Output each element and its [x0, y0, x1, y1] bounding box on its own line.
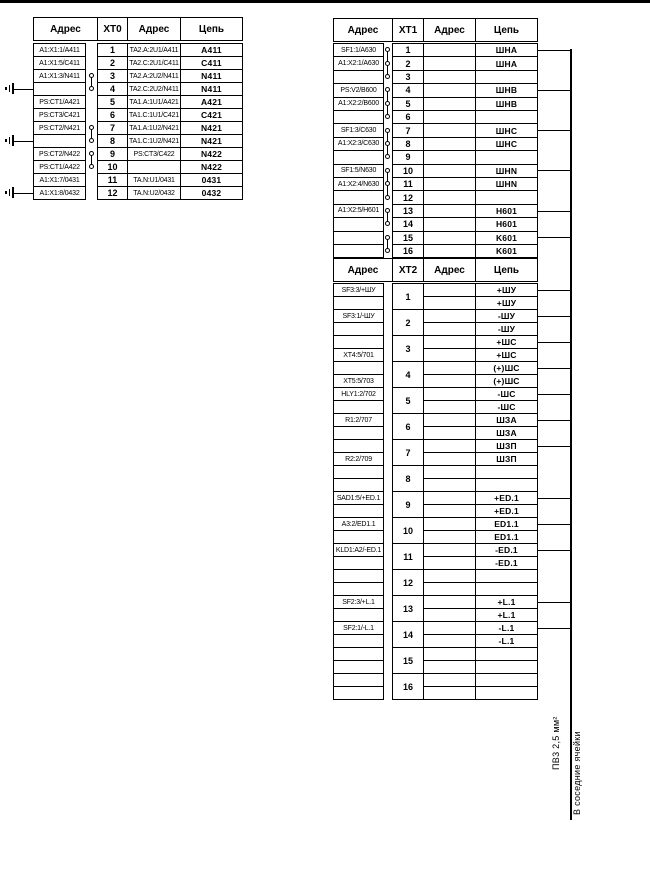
xt2-addr-right-cell	[423, 400, 476, 414]
xt2-addr-left-cell: SF2:3/+L.1	[333, 595, 384, 609]
bus-connector	[537, 170, 571, 171]
xt0-addr-left-cell: PS:CT2/N421	[33, 121, 86, 135]
xt2-addr-right-cell	[423, 556, 476, 570]
xt1-terminal-number: 12	[392, 190, 424, 204]
xt2-circuit-cell: +ШС	[475, 335, 538, 349]
xt0-circuit-cell: A411	[180, 43, 243, 57]
xt2-addr-left-cell: KLD1:A2/-ED.1	[333, 543, 384, 557]
xt1-addr-left-cell	[333, 217, 384, 231]
sheet-frame-top	[0, 0, 650, 3]
xt1-terminal-number: 9	[392, 150, 424, 164]
jumper-terminal-dot	[385, 154, 390, 159]
xt2-addr-left-cell	[333, 686, 384, 700]
xt0-addr-right-cell: TA2.C:2U1/C411	[127, 56, 181, 70]
xt0-terminal-number: 6	[97, 108, 128, 122]
xt1-addr-right-cell	[423, 177, 476, 191]
xt1-circuit-cell: K601	[475, 244, 538, 258]
wire-spec-label: ПВ3 2,5 мм²	[551, 716, 561, 770]
xt2-addr-right-cell	[423, 491, 476, 505]
xt1-addr-right-cell	[423, 204, 476, 218]
xt2-addr-right-cell	[423, 517, 476, 531]
xt2-addr-right-cell	[423, 348, 476, 362]
jumper-terminal-dot	[385, 141, 390, 146]
jumper-terminal-dot	[385, 87, 390, 92]
bus-connector	[537, 368, 571, 369]
xt2-circuit-cell	[475, 569, 538, 583]
xt2-circuit-cell: -ШУ	[475, 322, 538, 336]
xt0-circuit-cell: N422	[180, 160, 243, 174]
xt2-addr-left-cell	[333, 530, 384, 544]
xt1-addr-left-cell	[333, 231, 384, 245]
xt0-addr-left-cell: PS:CT1/A421	[33, 95, 86, 109]
xt2-terminal-number: 5	[392, 387, 424, 414]
xt2-terminal-number: 10	[392, 517, 424, 544]
xt2-circuit-cell: (+)ШС	[475, 361, 538, 375]
jumper-terminal-dot	[89, 73, 94, 78]
xt2-addr-right-cell	[423, 465, 476, 479]
xt2-circuit-cell: -ШС	[475, 387, 538, 401]
xt1-addr-left-cell: SF1:1/A630	[333, 43, 384, 57]
xt0-terminal-number: 11	[97, 173, 128, 187]
xt2-addr-right-cell	[423, 374, 476, 388]
xt0-addr-right-cell: TA.N:U2/0432	[127, 186, 181, 200]
bus-connector	[537, 394, 571, 395]
jumper-terminal-dot	[89, 86, 94, 91]
ground-wire	[13, 89, 34, 90]
jumper-terminal-dot	[385, 61, 390, 66]
bus-connector	[537, 498, 571, 499]
xt0-circuit-cell: 0431	[180, 173, 243, 187]
xt2-addr-left-cell	[333, 335, 384, 349]
xt1-terminal-number: 8	[392, 137, 424, 151]
xt2-header-1: XT2	[392, 258, 424, 282]
xt2-addr-right-cell	[423, 426, 476, 440]
xt0-addr-right-cell: TA2.A:2U1/A411	[127, 43, 181, 57]
xt1-addr-right-cell	[423, 231, 476, 245]
jumper-terminal-dot	[385, 195, 390, 200]
xt2-circuit-cell	[475, 465, 538, 479]
xt2-terminal-number: 8	[392, 465, 424, 492]
xt2-circuit-cell: ШЗА	[475, 413, 538, 427]
xt2-addr-left-cell: SF2:1/-L.1	[333, 621, 384, 635]
xt2-addr-left-cell	[333, 478, 384, 492]
xt1-addr-right-cell	[423, 97, 476, 111]
xt0-terminal-number: 8	[97, 134, 128, 148]
xt2-terminal-number: 13	[392, 595, 424, 622]
jumper-terminal-dot	[385, 74, 390, 79]
xt1-addr-right-cell	[423, 150, 476, 164]
ground-icon	[12, 187, 14, 198]
jumper-terminal-dot	[385, 128, 390, 133]
xt2-terminal-number: 4	[392, 361, 424, 388]
xt1-circuit-cell: ШНN	[475, 177, 538, 191]
xt1-addr-left-cell	[333, 150, 384, 164]
xt2-circuit-cell: +ШУ	[475, 283, 538, 297]
ground-icon	[9, 189, 11, 196]
xt0-terminal-number: 10	[97, 160, 128, 174]
xt2-addr-left-cell	[333, 647, 384, 661]
xt2-addr-right-cell	[423, 673, 476, 687]
xt2-terminal-number: 7	[392, 439, 424, 466]
xt2-circuit-cell: -L.1	[475, 634, 538, 648]
xt1-addr-left-cell: A1:X2:5/H601	[333, 204, 384, 218]
xt2-addr-left-cell: SAD1:5/+ED.1	[333, 491, 384, 505]
xt1-circuit-cell: ШНВ	[475, 97, 538, 111]
xt0-addr-left-cell: A1:X1:3/N411	[33, 69, 86, 83]
jumper-terminal-dot	[385, 47, 390, 52]
xt1-addr-right-cell	[423, 217, 476, 231]
xt1-addr-right-cell	[423, 83, 476, 97]
xt2-addr-right-cell	[423, 413, 476, 427]
xt2-circuit-cell: -ШУ	[475, 309, 538, 323]
jumper-terminal-dot	[385, 101, 390, 106]
xt1-terminal-number: 3	[392, 70, 424, 84]
xt2-addr-right-cell	[423, 504, 476, 518]
xt2-addr-right-cell	[423, 296, 476, 310]
xt2-circuit-cell: -ED.1	[475, 556, 538, 570]
xt0-addr-left-cell: A1:X1:5/C411	[33, 56, 86, 70]
xt0-terminal-number: 9	[97, 147, 128, 161]
xt2-circuit-cell: -ШС	[475, 400, 538, 414]
xt2-header-3: Цепь	[475, 258, 538, 282]
xt0-circuit-cell: C411	[180, 56, 243, 70]
xt2-terminal-number: 3	[392, 335, 424, 362]
xt0-header-3: Цепь	[180, 17, 243, 41]
bus-connector	[537, 550, 571, 551]
xt2-addr-right-cell	[423, 283, 476, 297]
xt2-terminal-number: 6	[392, 413, 424, 440]
xt1-addr-right-cell	[423, 70, 476, 84]
jumper-terminal-dot	[385, 235, 390, 240]
xt1-terminal-number: 14	[392, 217, 424, 231]
xt2-terminal-number: 9	[392, 491, 424, 518]
xt1-addr-right-cell	[423, 123, 476, 137]
jumper-terminal-dot	[385, 114, 390, 119]
bus-connector	[537, 90, 571, 91]
xt1-terminal-number: 1	[392, 43, 424, 57]
bus-connector	[537, 602, 571, 603]
xt2-terminal-number: 12	[392, 569, 424, 596]
jumper-terminal-dot	[89, 138, 94, 143]
xt1-addr-left-cell: A1:X2:3/C630	[333, 137, 384, 151]
xt2-circuit-cell: -ED.1	[475, 543, 538, 557]
xt2-addr-left-cell	[333, 296, 384, 310]
xt2-addr-right-cell	[423, 309, 476, 323]
xt1-addr-left-cell	[333, 70, 384, 84]
xt1-terminal-number: 4	[392, 83, 424, 97]
xt2-circuit-cell	[475, 647, 538, 661]
xt2-addr-left-cell	[333, 582, 384, 596]
bus-connector	[537, 316, 571, 317]
ground-icon	[12, 135, 14, 146]
xt1-circuit-cell	[475, 150, 538, 164]
xt2-circuit-cell: ШЗП	[475, 452, 538, 466]
xt0-terminal-number: 3	[97, 69, 128, 83]
xt0-addr-left-cell	[33, 82, 86, 96]
ground-icon	[12, 83, 14, 94]
xt2-circuit-cell: (+)ШС	[475, 374, 538, 388]
ground-icon	[5, 139, 7, 142]
xt2-addr-left-cell	[333, 608, 384, 622]
xt2-addr-right-cell	[423, 361, 476, 375]
xt0-header-2: Адрес	[127, 17, 181, 41]
xt2-addr-left-cell	[333, 556, 384, 570]
xt2-addr-right-cell	[423, 452, 476, 466]
jumper-terminal-dot	[89, 125, 94, 130]
xt0-addr-right-cell: TA1.C:1U2/N421	[127, 134, 181, 148]
xt0-circuit-cell: N411	[180, 82, 243, 96]
xt1-addr-left-cell: PS:V2/B600	[333, 83, 384, 97]
xt2-addr-left-cell	[333, 660, 384, 674]
xt2-addr-left-cell: XT5:5/703	[333, 374, 384, 388]
xt0-terminal-number: 2	[97, 56, 128, 70]
xt2-addr-left-cell: SF3:1/-ШУ	[333, 309, 384, 323]
xt0-circuit-cell: C421	[180, 108, 243, 122]
xt1-header-1: XT1	[392, 18, 424, 42]
xt2-addr-right-cell	[423, 530, 476, 544]
xt2-addr-left-cell: XT4:5/701	[333, 348, 384, 362]
xt1-addr-right-cell	[423, 110, 476, 124]
xt1-circuit-cell: H601	[475, 217, 538, 231]
xt2-addr-left-cell: R2:2/709	[333, 452, 384, 466]
xt2-circuit-cell: -L.1	[475, 621, 538, 635]
ground-icon	[9, 85, 11, 92]
ground-wire	[13, 141, 34, 142]
xt0-addr-left-cell: A1:X1:1/A411	[33, 43, 86, 57]
xt2-addr-left-cell: R1:2/707	[333, 413, 384, 427]
xt0-addr-left-cell: A1:X1:8/0432	[33, 186, 86, 200]
xt2-circuit-cell: +ED.1	[475, 491, 538, 505]
xt1-circuit-cell: ШНN	[475, 164, 538, 178]
xt0-addr-left-cell	[33, 134, 86, 148]
xt2-addr-left-cell	[333, 634, 384, 648]
xt1-terminal-number: 16	[392, 244, 424, 258]
xt2-addr-right-cell	[423, 439, 476, 453]
xt2-addr-right-cell	[423, 621, 476, 635]
xt1-addr-left-cell	[333, 190, 384, 204]
xt1-addr-right-cell	[423, 190, 476, 204]
bus-connector	[537, 50, 571, 51]
xt2-circuit-cell	[475, 686, 538, 700]
xt1-terminal-number: 11	[392, 177, 424, 191]
xt2-addr-right-cell	[423, 543, 476, 557]
xt0-circuit-cell: A421	[180, 95, 243, 109]
xt1-circuit-cell: ШНС	[475, 137, 538, 151]
xt1-terminal-number: 5	[392, 97, 424, 111]
xt2-addr-left-cell	[333, 400, 384, 414]
xt2-addr-right-cell	[423, 582, 476, 596]
xt2-addr-left-cell	[333, 439, 384, 453]
xt2-header-0: Адрес	[333, 258, 393, 282]
xt0-circuit-cell: 0432	[180, 186, 243, 200]
xt0-terminal-number: 1	[97, 43, 128, 57]
jumper-terminal-dot	[385, 248, 390, 253]
xt2-addr-right-cell	[423, 660, 476, 674]
xt2-addr-right-cell	[423, 647, 476, 661]
ground-icon	[5, 87, 7, 90]
xt1-circuit-cell	[475, 190, 538, 204]
xt2-terminal-number: 16	[392, 673, 424, 700]
xt1-addr-right-cell	[423, 137, 476, 151]
xt1-addr-left-cell: SF1:3/C630	[333, 123, 384, 137]
xt2-terminal-number: 1	[392, 283, 424, 310]
xt2-circuit-cell: ED1.1	[475, 517, 538, 531]
xt2-addr-left-cell: HLY1:2/702	[333, 387, 384, 401]
bus-connector	[537, 342, 571, 343]
xt1-circuit-cell: H601	[475, 204, 538, 218]
xt1-terminal-number: 2	[392, 56, 424, 70]
xt2-circuit-cell	[475, 673, 538, 687]
xt1-terminal-number: 7	[392, 123, 424, 137]
xt2-circuit-cell	[475, 478, 538, 492]
xt0-terminal-number: 4	[97, 82, 128, 96]
xt2-circuit-cell: ED1.1	[475, 530, 538, 544]
bus-connector	[537, 420, 571, 421]
xt0-header-0: Адрес	[33, 17, 98, 41]
bus-connector	[537, 237, 571, 238]
xt1-circuit-cell	[475, 110, 538, 124]
xt1-addr-right-cell	[423, 56, 476, 70]
xt0-header-1: XT0	[97, 17, 128, 41]
bus-connector	[537, 130, 571, 131]
xt0-addr-right-cell: TA1.C:1U1/C421	[127, 108, 181, 122]
xt0-addr-left-cell: PS:CT1/A422	[33, 160, 86, 174]
xt2-terminal-number: 11	[392, 543, 424, 570]
xt1-addr-left-cell	[333, 110, 384, 124]
xt2-addr-right-cell	[423, 634, 476, 648]
xt2-circuit-cell	[475, 582, 538, 596]
xt0-addr-right-cell: TA2.C:2U2/N411	[127, 82, 181, 96]
xt1-circuit-cell: ШНА	[475, 56, 538, 70]
xt2-addr-right-cell	[423, 387, 476, 401]
bus-line	[570, 49, 572, 820]
xt2-addr-left-cell	[333, 465, 384, 479]
destination-label: В соседние ячейки	[572, 731, 582, 815]
xt1-terminal-number: 6	[392, 110, 424, 124]
xt1-addr-right-cell	[423, 43, 476, 57]
xt0-addr-right-cell: TA1.A:1U2/N421	[127, 121, 181, 135]
bus-connector	[537, 628, 571, 629]
xt2-addr-left-cell	[333, 361, 384, 375]
xt1-terminal-number: 15	[392, 231, 424, 245]
xt2-addr-right-cell	[423, 322, 476, 336]
jumper-terminal-dot	[385, 208, 390, 213]
xt1-circuit-cell: ШНВ	[475, 83, 538, 97]
xt1-circuit-cell	[475, 70, 538, 84]
xt1-addr-left-cell: A1:X2:1/A630	[333, 56, 384, 70]
xt0-terminal-number: 12	[97, 186, 128, 200]
xt0-addr-right-cell: PS:CT3/C422	[127, 147, 181, 161]
xt0-addr-left-cell: PS:CT3/C421	[33, 108, 86, 122]
xt0-circuit-cell: N421	[180, 134, 243, 148]
xt0-circuit-cell: N421	[180, 121, 243, 135]
bus-connector	[537, 211, 571, 212]
xt2-addr-left-cell	[333, 504, 384, 518]
xt2-circuit-cell	[475, 660, 538, 674]
xt2-terminal-number: 14	[392, 621, 424, 648]
xt1-addr-left-cell: A1:X2:4/N630	[333, 177, 384, 191]
xt2-addr-right-cell	[423, 608, 476, 622]
jumper-terminal-dot	[385, 168, 390, 173]
xt1-terminal-number: 13	[392, 204, 424, 218]
xt0-addr-right-cell: TA1.A:1U1/A421	[127, 95, 181, 109]
xt1-addr-right-cell	[423, 244, 476, 258]
xt2-circuit-cell: +L.1	[475, 595, 538, 609]
xt1-header-2: Адрес	[423, 18, 476, 42]
xt0-addr-left-cell: PS:CT2/N422	[33, 147, 86, 161]
xt0-addr-right-cell: TA.N:U1/0431	[127, 173, 181, 187]
xt2-terminal-number: 15	[392, 647, 424, 674]
xt1-header-0: Адрес	[333, 18, 393, 42]
xt2-header-2: Адрес	[423, 258, 476, 282]
xt0-circuit-cell: N411	[180, 69, 243, 83]
xt1-addr-left-cell: A1:X2:2/B600	[333, 97, 384, 111]
xt1-terminal-number: 10	[392, 164, 424, 178]
xt1-addr-left-cell	[333, 244, 384, 258]
xt2-addr-right-cell	[423, 478, 476, 492]
xt2-addr-right-cell	[423, 569, 476, 583]
jumper-terminal-dot	[89, 151, 94, 156]
ground-wire	[13, 193, 34, 194]
jumper-terminal-dot	[385, 221, 390, 226]
xt2-circuit-cell: ШЗП	[475, 439, 538, 453]
xt2-circuit-cell: ШЗА	[475, 426, 538, 440]
xt1-circuit-cell: ШНА	[475, 43, 538, 57]
xt0-addr-right-cell: TA2.A:2U2/N411	[127, 69, 181, 83]
xt1-addr-right-cell	[423, 164, 476, 178]
xt1-circuit-cell: K601	[475, 231, 538, 245]
xt0-terminal-number: 5	[97, 95, 128, 109]
xt2-terminal-number: 2	[392, 309, 424, 336]
bus-connector	[537, 290, 571, 291]
bus-connector	[537, 446, 571, 447]
bus-connector	[537, 524, 571, 525]
xt2-addr-left-cell	[333, 426, 384, 440]
jumper-terminal-dot	[385, 181, 390, 186]
xt2-addr-left-cell	[333, 673, 384, 687]
xt2-addr-right-cell	[423, 335, 476, 349]
ground-icon	[5, 191, 7, 194]
xt2-circuit-cell: +ED.1	[475, 504, 538, 518]
ground-icon	[9, 137, 11, 144]
xt2-addr-right-cell	[423, 595, 476, 609]
xt0-addr-right-cell	[127, 160, 181, 174]
xt2-addr-left-cell: A3:2/ED1.1	[333, 517, 384, 531]
xt2-addr-right-cell	[423, 686, 476, 700]
xt0-terminal-number: 7	[97, 121, 128, 135]
xt1-addr-left-cell: SF1:5/N630	[333, 164, 384, 178]
xt2-addr-left-cell	[333, 569, 384, 583]
xt0-addr-left-cell: A1:X1:7/0431	[33, 173, 86, 187]
xt1-header-3: Цепь	[475, 18, 538, 42]
xt2-circuit-cell: +ШУ	[475, 296, 538, 310]
xt0-circuit-cell: N422	[180, 147, 243, 161]
xt2-addr-left-cell: SF3:3/+ШУ	[333, 283, 384, 297]
xt2-addr-left-cell	[333, 322, 384, 336]
xt1-circuit-cell: ШНС	[475, 123, 538, 137]
xt2-circuit-cell: +ШС	[475, 348, 538, 362]
xt2-circuit-cell: +L.1	[475, 608, 538, 622]
jumper-terminal-dot	[89, 164, 94, 169]
